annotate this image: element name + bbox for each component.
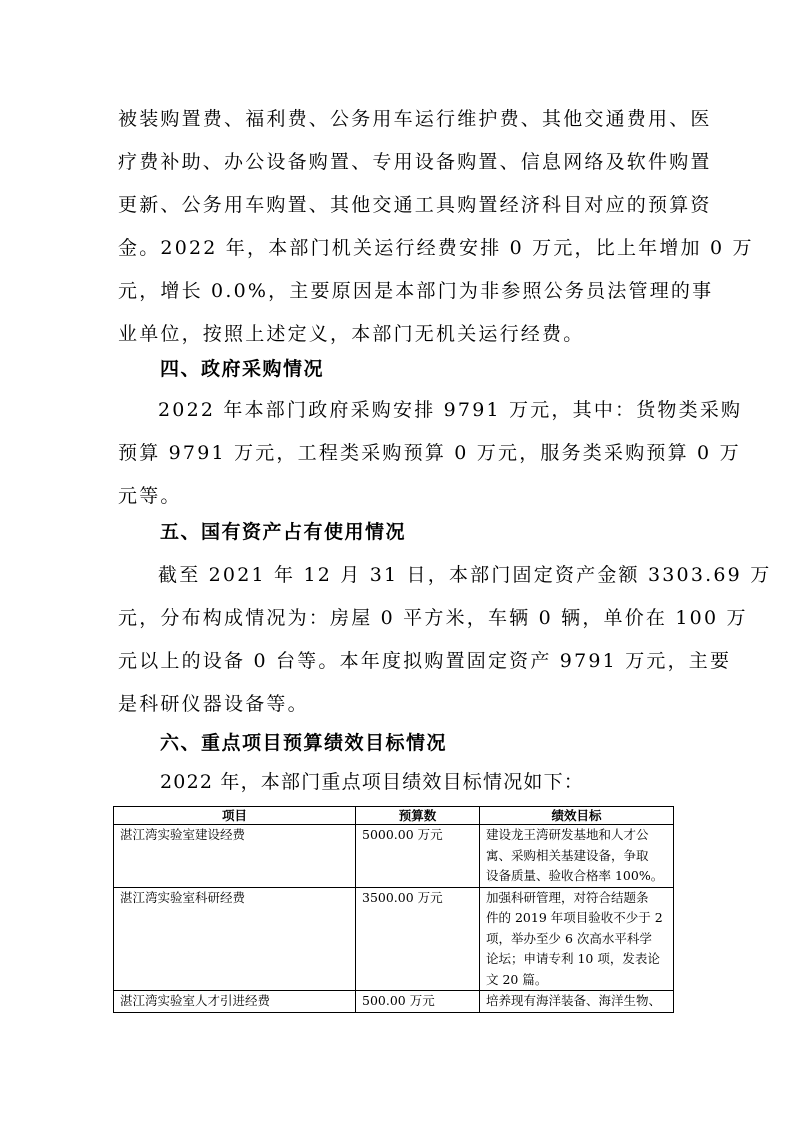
budget-amount: 3500.00 万元: [356, 887, 480, 991]
goal-line: 文 20 篇。: [486, 971, 548, 987]
text-line: 业单位，按照上述定义，本部门无机关运行经费。: [118, 323, 585, 345]
heading-performance-targets: 六、重点项目预算绩效目标情况: [160, 732, 448, 754]
text-line: 元以上的设备 0 台等。本年度拟购置固定资产 9791 万元，主要: [118, 650, 732, 672]
goal-line: 建设龙王湾研发基地和人才公: [486, 827, 649, 842]
budget-amount: 500.00 万元: [356, 991, 480, 1013]
paragraph-operating-expenses: [118, 98, 754, 356]
goal-line: 加强科研管理，对符合结题条: [486, 889, 649, 905]
goal-line: 件的 2019 年项目验收不少于 2: [486, 910, 663, 925]
text-line: 预算 9791 万元，工程类采购预算 0 万元，服务类采购预算 0 万: [118, 442, 741, 464]
text-line: 疗费补助、办公设备购置、专用设备购置、信息网络及软件购置: [118, 151, 712, 173]
text-line: 是科研仪器设备等。: [118, 693, 309, 715]
performance-goal: [480, 887, 674, 991]
project-name: 湛江湾实验室建设经费: [114, 825, 356, 888]
table-intro: 2022 年，本部门重点项目绩效目标情况如下：: [160, 771, 584, 793]
goal-line: 设备质量、验收合格率 100%。: [486, 868, 664, 883]
column-header-project: 项目: [114, 807, 356, 825]
text-line: 截至 2021 年 12 月 31 日，本部门固定资产金额 3303.69 万: [158, 564, 772, 586]
text-line: 更新、公务用车购置、其他交通工具购置经济科目对应的预算资: [118, 194, 712, 216]
text-line: 2022 年本部门政府采购安排 9791 万元，其中：货物类采购: [158, 399, 743, 421]
heading-state-assets: 五、国有资产占有使用情况: [160, 521, 407, 543]
budget-amount: 5000.00 万元: [356, 825, 480, 888]
project-name: 湛江湾实验室科研经费: [114, 887, 356, 991]
text-line: 元，分布构成情况为：房屋 0 平方米，车辆 0 辆，单价在 100 万: [118, 607, 748, 629]
goal-line: 项，举办至少 6 次高水平科学: [486, 930, 652, 946]
text-line: 被装购置费、福利费、公务用车运行维护费、其他交通费用、医: [118, 108, 712, 130]
heading-government-procurement: 四、政府采购情况: [160, 358, 325, 380]
text-line: 金。2022 年，本部门机关运行经费安排 0 万元，比上年增加 0 万: [118, 237, 754, 259]
performance-goals-table: [113, 806, 674, 1013]
goal-line: 寓、采购相关基建设备，争取: [486, 847, 649, 863]
performance-goal: [480, 825, 674, 888]
performance-goal: [480, 991, 674, 1013]
paragraph-procurement: [118, 389, 743, 518]
text-line: 元等。: [118, 485, 182, 507]
goal-line: 论坛；申请专利 10 项，发表论: [486, 951, 660, 966]
project-name: 湛江湾实验室人才引进经费: [114, 991, 356, 1013]
goal-line: 培养现有海洋装备、海洋生物、: [486, 993, 662, 1008]
paragraph-assets: [118, 554, 772, 726]
column-header-goal: 绩效目标: [480, 807, 674, 825]
table-header-row: [114, 807, 674, 825]
table-row: [114, 991, 674, 1013]
text-line: 元，增长 0.0%，主要原因是本部门为非参照公务员法管理的事: [118, 280, 714, 302]
column-header-budget: 预算数: [356, 807, 480, 825]
table-row: [114, 887, 674, 991]
table-row: [114, 825, 674, 888]
